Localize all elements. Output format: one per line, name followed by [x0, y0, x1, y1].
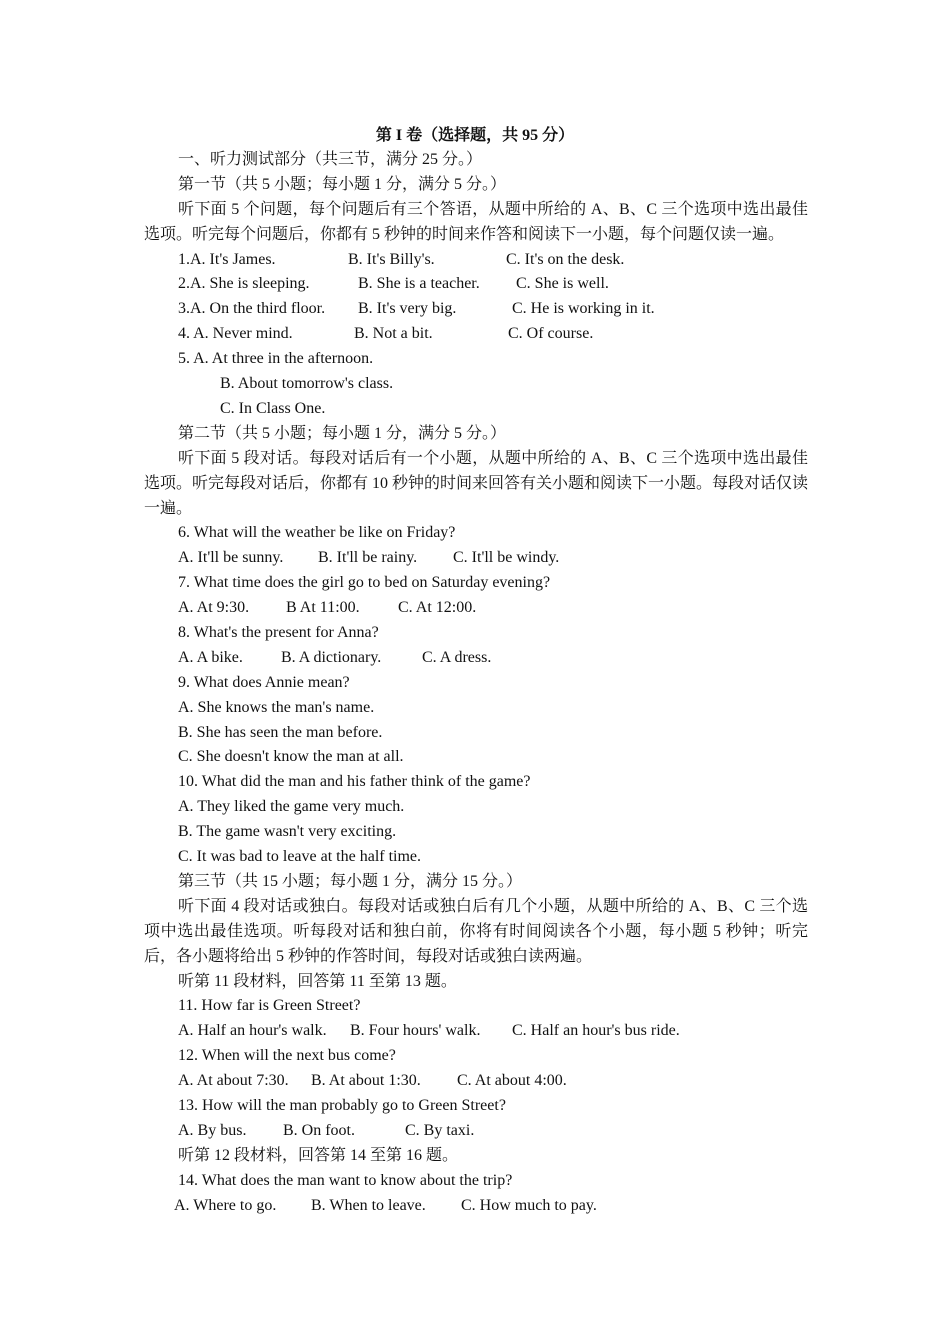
- option-c: C. He is working in it.: [512, 300, 655, 318]
- question-8: 8. What's the present for Anna?: [178, 624, 379, 641]
- question-7: 7. What time does the girl go to bed on Saturday evening?: [178, 574, 551, 592]
- option-a: A. Half an hour's walk.: [178, 1022, 327, 1040]
- exam-body: [144, 148, 808, 1218]
- section3-heading: 第三节（共 15 小题；每小题 1 分，满分 15 分。）: [178, 872, 523, 890]
- question-11-options: [144, 1019, 808, 1044]
- option-b: B. At about 1:30.: [311, 1072, 421, 1090]
- question-2-options: [144, 272, 808, 297]
- option-b: B. She is a teacher.: [358, 275, 480, 293]
- option-a: A. At 9:30.: [178, 599, 250, 617]
- option-a: A. At about 7:30.: [178, 1072, 289, 1090]
- question-4-options: [144, 322, 808, 347]
- option-c: C. Of course.: [508, 325, 594, 343]
- section2-instruction: 听下面 5 段对话。每段对话后有一个小题，从题中所给的 A、B、C 三个选项中选出最佳选项。听完每段对话后，你都有 10 秒钟的时间来回答有关小题和阅读下一小题。每段对话仅读一遍。: [144, 449, 809, 517]
- page-title: 第 I 卷（选择题，共 95 分）: [375, 127, 575, 144]
- option-c: C. How much to pay.: [461, 1196, 597, 1214]
- question-5-option-b: B. About tomorrow's class.: [220, 375, 394, 393]
- option-a: 4. A. Never mind.: [178, 325, 293, 343]
- question-9-option-b: B. She has seen the man before.: [178, 723, 383, 741]
- question-13: 13. How will the man probably go to Green Street?: [178, 1096, 506, 1114]
- question-10-option-b: B. The game wasn't very exciting.: [178, 823, 397, 841]
- option-b: B. Four hours' walk.: [350, 1022, 481, 1040]
- question-6: 6. What will the weather be like on Friday?: [178, 524, 456, 542]
- option-c: C. She is well.: [516, 275, 609, 293]
- option-b: B. Not a bit.: [354, 325, 433, 343]
- question-14-options: [144, 1194, 808, 1219]
- question-7-options: [144, 596, 808, 621]
- option-a: A. Where to go.: [174, 1196, 277, 1214]
- question-6-options: [144, 546, 808, 571]
- option-c: C. A dress.: [422, 648, 492, 666]
- option-a: 1.A. It's James.: [178, 250, 276, 268]
- question-1-options: [144, 248, 808, 273]
- option-c: C. It's on the desk.: [506, 250, 625, 268]
- section3-instruction: 听下面 4 段对话或独白。每段对话或独白后有几个小题，从题中所给的 A、B、C 三个选项中选出最佳选项。听每段对话和独白前，你将有时间阅读各个小题，每小题 5 秒钟；听完后，各小题将给出 5 秒钟的作答时间，每段对话或独白读两遍。: [144, 897, 808, 965]
- option-b: B. It's Billy's.: [348, 250, 435, 268]
- question-12-options: [144, 1069, 808, 1094]
- option-b: B. It's very big.: [358, 300, 457, 318]
- option-b: B. It'll be rainy.: [318, 549, 418, 567]
- question-11: 11. How far is Green Street?: [178, 997, 361, 1015]
- question-5-option-c: C. In Class One.: [220, 399, 326, 417]
- question-8-options: [144, 646, 808, 671]
- question-10: 10. What did the man and his father think of the game?: [178, 773, 531, 791]
- question-9: 9. What does Annie mean?: [178, 673, 350, 691]
- option-b: B At 11:00.: [286, 599, 360, 617]
- question-10-option-c: C. It was bad to leave at the half time.: [178, 848, 422, 866]
- material-11-note: 听第 11 段材料，回答第 11 至第 13 题。: [178, 972, 457, 990]
- question-13-options: [144, 1119, 808, 1144]
- option-c: C. It'll be windy.: [453, 549, 560, 567]
- option-b: B. A dictionary.: [281, 648, 382, 666]
- option-c: C. Half an hour's bus ride.: [512, 1022, 680, 1040]
- option-b: B. On foot.: [283, 1121, 355, 1139]
- option-c: C. By taxi.: [405, 1121, 475, 1139]
- option-a: A. A bike.: [178, 648, 243, 666]
- option-a: 3.A. On the third floor.: [178, 300, 326, 318]
- section1-heading: 第一节（共 5 小题；每小题 1 分，满分 5 分。）: [178, 175, 507, 193]
- section2-heading: 第二节（共 5 小题；每小题 1 分，满分 5 分。）: [178, 424, 507, 442]
- material-12-note: 听第 12 段材料，回答第 14 至第 16 题。: [178, 1146, 459, 1164]
- question-10-option-a: A. They liked the game very much.: [178, 798, 405, 816]
- question-12: 12. When will the next bus come?: [178, 1047, 396, 1065]
- section1-instruction: 听下面 5 个问题，每个问题后有三个答语，从题中所给的 A、B、C 三个选项中选出最佳选项。听完每个问题后，你都有 5 秒钟的时间来作答和阅读下一小题，每个问题仅读一遍。: [144, 200, 808, 243]
- question-14: 14. What does the man want to know about the trip?: [178, 1171, 513, 1189]
- question-9-option-a: A. She knows the man's name.: [178, 698, 375, 716]
- option-a: A. By bus.: [178, 1121, 247, 1139]
- option-a: 2.A. She is sleeping.: [178, 275, 310, 293]
- option-c: C. At 12:00.: [398, 599, 477, 617]
- part-heading: 一、听力测试部分（共三节，满分 25 分。）: [178, 151, 483, 168]
- question-5-option-a: 5. A. At three in the afternoon.: [178, 350, 374, 368]
- question-3-options: [144, 297, 808, 322]
- option-b: B. When to leave.: [311, 1196, 426, 1214]
- question-9-option-c: C. She doesn't know the man at all.: [178, 748, 404, 766]
- option-a: A. It'll be sunny.: [178, 549, 284, 567]
- option-c: C. At about 4:00.: [457, 1072, 567, 1090]
